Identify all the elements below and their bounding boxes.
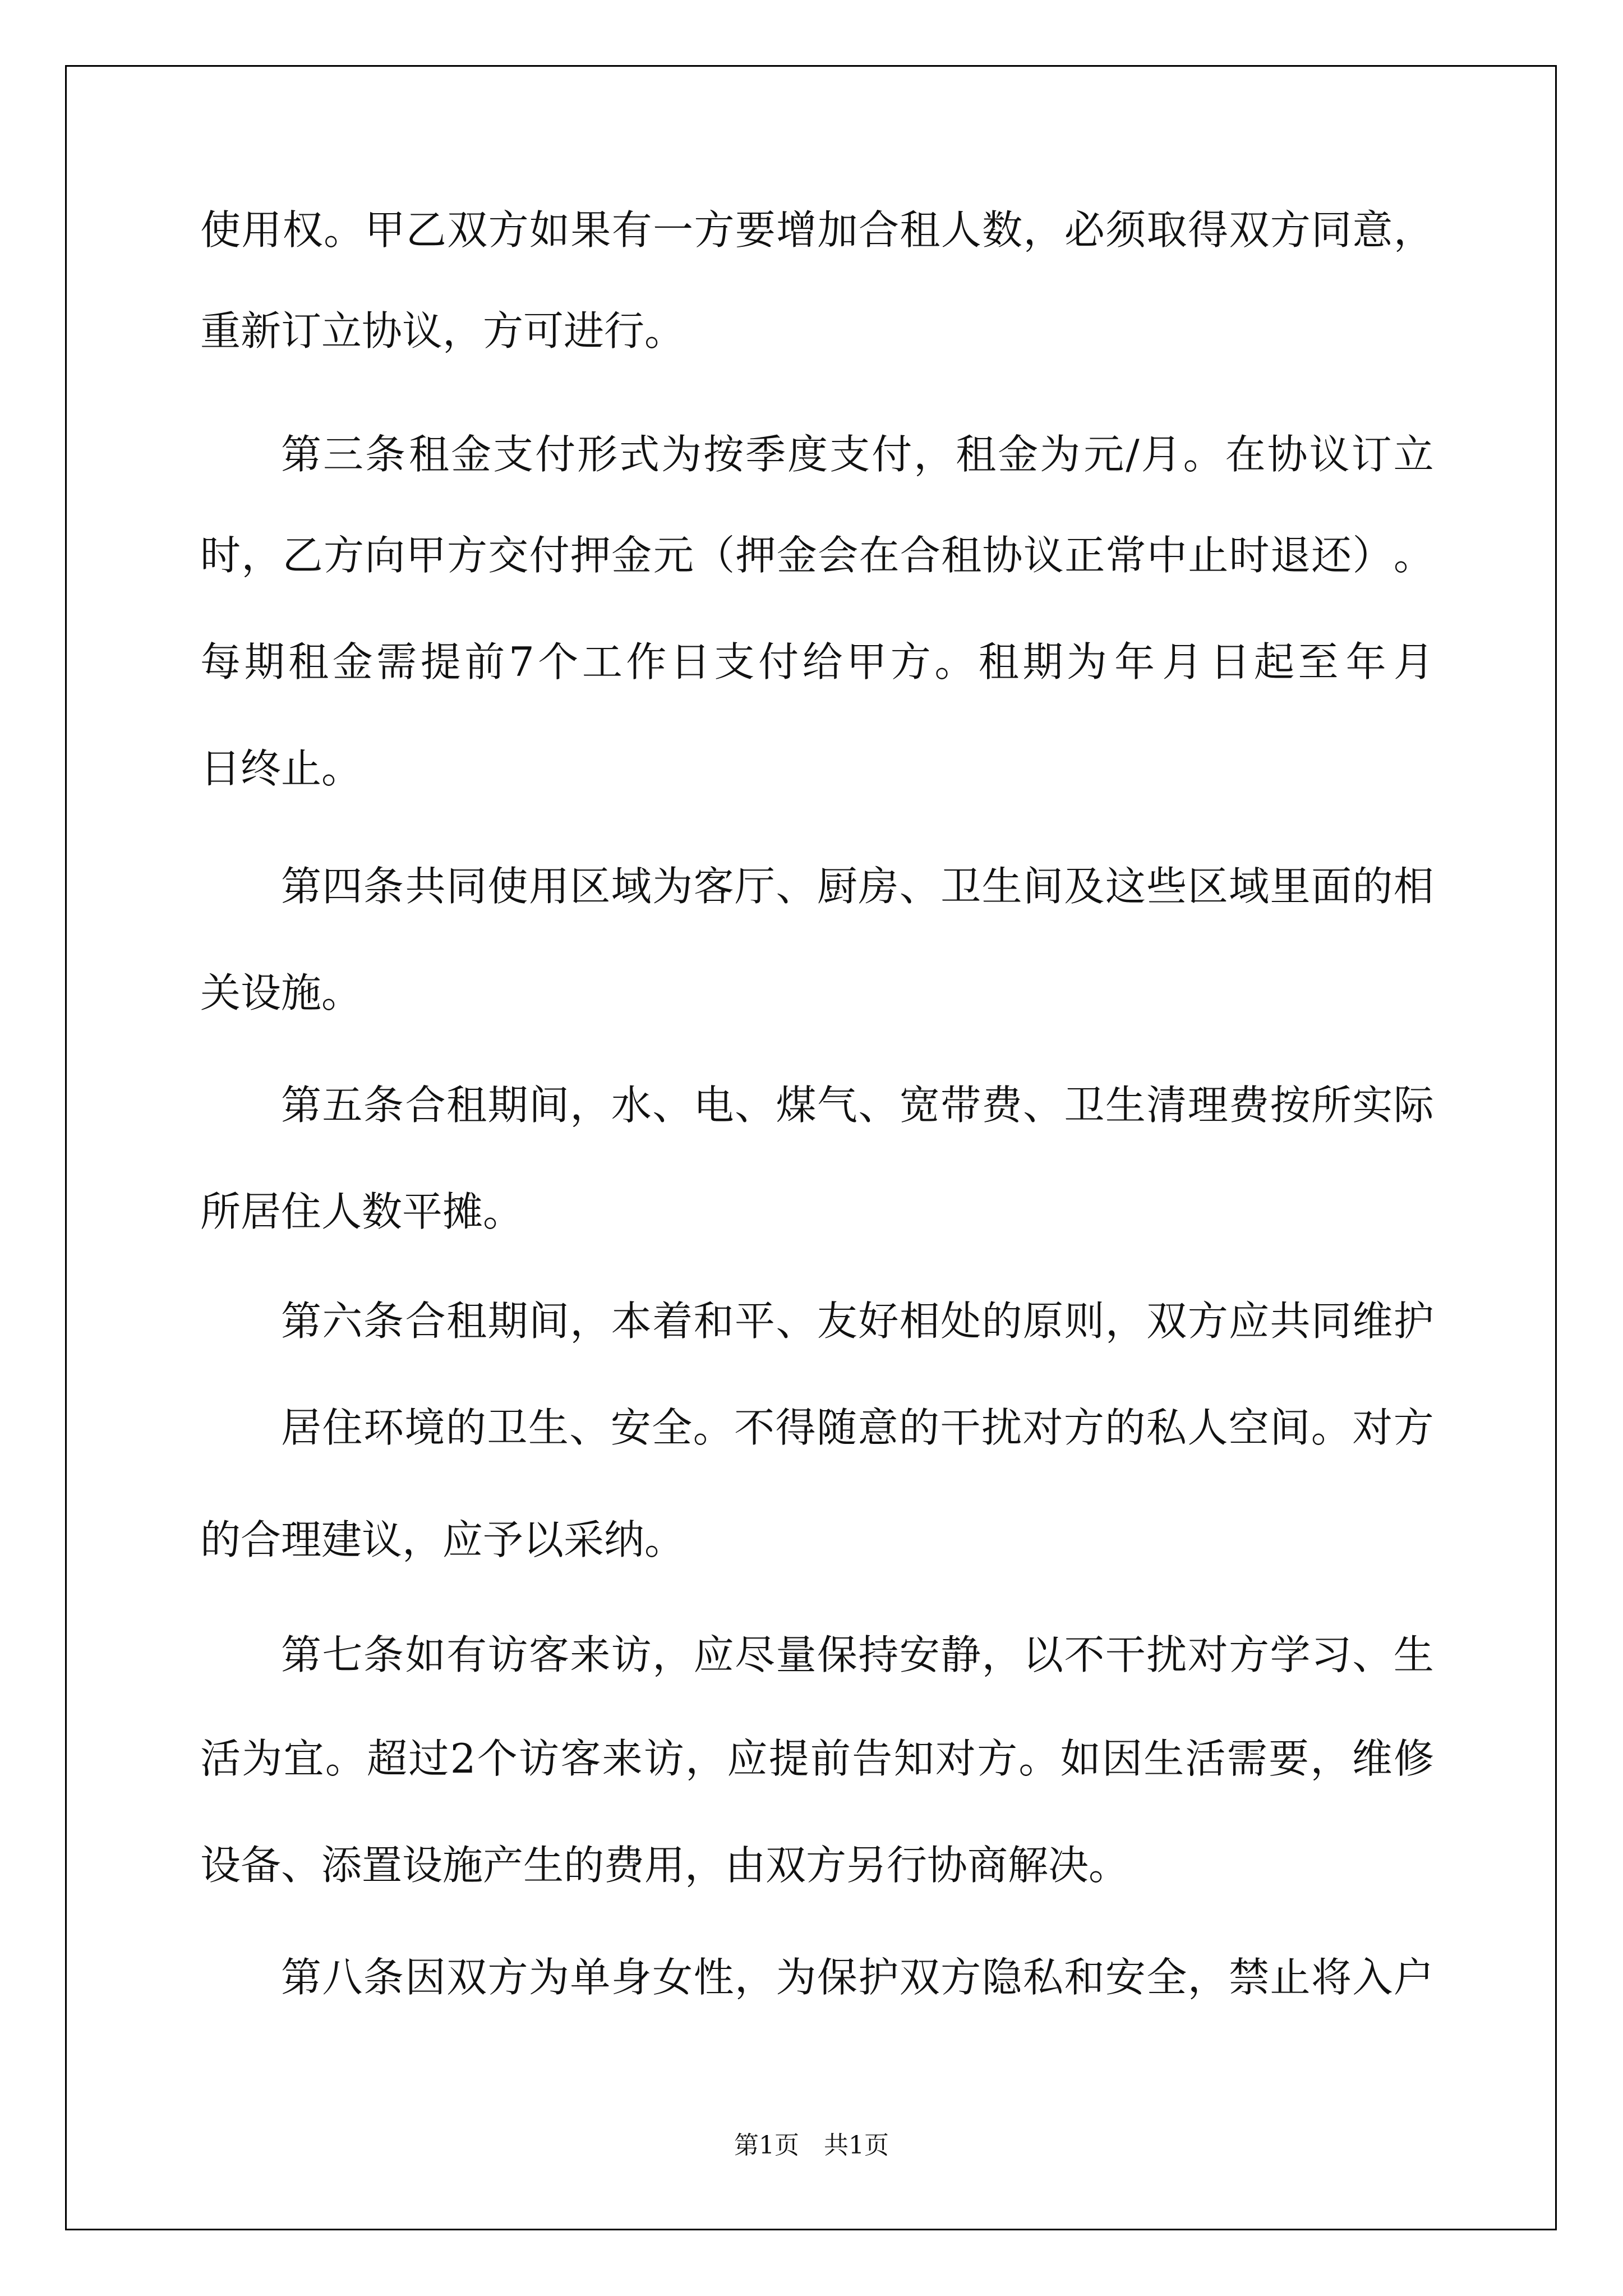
text-line: 居 住 环 境 的 卫 生 、 安 全 。 不 得 随 意 的 干 扰 对 方 的 私 人 空 间 。 对 方 bbox=[281, 1404, 1434, 1451]
text-line: 设备、添置设施产生的费用，由双方另行协商解决。 bbox=[200, 1842, 1129, 1889]
text-line: 第 八 条 因 双 方 为 单 身 女 性 ， 为 保 护 双 方 隐 私 和 安 全 ， 禁 止 将 入 户 bbox=[281, 1954, 1434, 2001]
text-line: 重新订立协议，方可进行。 bbox=[200, 307, 685, 355]
text-line: 时 ， 乙 方 向 甲 方 交 付 押 金 元 （ 押 金 会 在 合 租 协 议 正 常 中 止 时 退 还 ） 。 bbox=[200, 532, 1434, 579]
text-line: 第 七 条 如 有 访 客 来 访 ， 应 尽 量 保 持 安 静 ， 以 不 干 扰 对 方 学 习 、 生 bbox=[281, 1631, 1434, 1678]
page-footer: 第1页 共1页 bbox=[734, 2131, 889, 2160]
text-line: 的合理建议，应予以采纳。 bbox=[200, 1516, 685, 1563]
text-line: 第 六 条 合 租 期 间 ， 本 着 和 平 、 友 好 相 处 的 原 则 ， 双 方 应 共 同 维 护 bbox=[281, 1297, 1434, 1345]
page-border bbox=[65, 65, 1557, 2230]
text-line: 第 四 条 共 同 使 用 区 域 为 客 厅 、 厨 房 、 卫 生 间 及 这 些 区 域 里 面 的 相 bbox=[281, 863, 1434, 910]
text-line: 使 用 权 。 甲 乙 双 方 如 果 有 一 方 要 增 加 合 租 人 数 ， 必 须 取 得 双 方 同 意 ， bbox=[200, 206, 1434, 254]
text-line: 第 五 条 合 租 期 间 ， 水 、 电 、 煤 气 、 宽 带 费 、 卫 生 清 理 费 按 所 实 际 bbox=[281, 1082, 1434, 1129]
text-line: 第 三 条 租 金 支 付 形 式 为 按 季 度 支 付 ， 租 金 为 元 / 月 。 在 协 议 订 立 bbox=[281, 431, 1434, 478]
text-line: 日终止。 bbox=[200, 745, 362, 792]
text-line: 所居住人数平摊。 bbox=[200, 1188, 524, 1235]
text-line: 每 期 租 金 需 提 前 7 个 工 作 日 支 付 给 甲 方 。 租 期 为 年 月 日 起 至 年 月 bbox=[200, 638, 1434, 685]
text-line: 活 为 宜 。 超 过 2 个 访 客 来 访 ， 应 提 前 告 知 对 方 。 如 因 生 活 需 要 ， 维 修 bbox=[200, 1735, 1434, 1782]
text-line: 关设施。 bbox=[200, 969, 362, 1016]
